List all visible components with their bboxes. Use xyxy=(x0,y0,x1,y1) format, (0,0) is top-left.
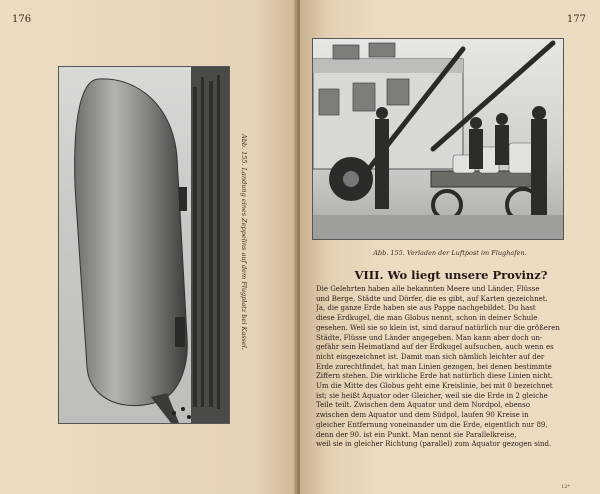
text-line: denn der 90. ist ein Punkt. Man nennt sie Parallelkreise, xyxy=(316,430,517,439)
text-line: weil sie in gleicher Richtung (parallel) zum Äquator gezogen sind. xyxy=(316,440,552,449)
text-line: Um die Mitte des Globus geht eine Kreislinie, bei mit 0 bezeichnet xyxy=(316,382,553,391)
zeppelin-photo xyxy=(58,66,230,424)
signature-mark: 12* xyxy=(561,484,570,490)
text-line: gleicher Entfernung voneinander um die Erde, eigentlich nur 89, xyxy=(316,420,548,429)
text-line: nicht eingezeichnet ist. Damit man sich nämlich leichter auf der xyxy=(316,352,545,361)
body-text xyxy=(316,285,580,450)
text-line: ist; sie heißt Äquator oder Gleicher, weil sie die Erde in 2 gleiche xyxy=(316,391,548,400)
airmail-illustration xyxy=(313,39,563,239)
zeppelin-caption: Abb. 155. Landung eines Zeppelins auf dem Flugplatz bei Kassel. xyxy=(240,134,248,350)
text-line: zwischen dem Äquator und dem Südpol, laufen 90 Kreise in xyxy=(316,411,529,420)
text-line: Städte, Flüsse und Länder angegeben. Man kann aber doch un- xyxy=(316,333,543,342)
airmail-photo xyxy=(312,38,564,240)
text-line: diese Erdkugel, die man Globus nennt, schon in deiner Schule xyxy=(316,314,538,323)
right-page xyxy=(300,0,600,494)
right-page-number: 177 xyxy=(566,14,586,25)
text-line: Ja, die ganze Erde haben sie aus Pappe nachgebildet. Du hast xyxy=(316,304,536,313)
text-line: Ziffern stehen. Die wirkliche Erde hat natürlich diese Linien nicht. xyxy=(316,372,553,381)
text-line: und Berge, Städte und Dörfer, die es gibt, auf Karten gezeichnet. xyxy=(316,294,548,303)
zeppelin-illustration xyxy=(59,67,229,423)
left-page-number: 176 xyxy=(12,14,32,25)
airmail-caption: Abb. 155. Verladen der Luftpost im Flughafen. xyxy=(373,249,527,257)
text-line: Die Gelehrten haben alle bekannten Meere und Länder, Flüsse xyxy=(316,285,540,293)
text-line: gesehen. Weil sie so klein ist, sind darauf natürlich nur die größeren xyxy=(316,323,560,332)
text-line: gefähr sein Heimatland auf der Erdkugel aufsuchen, auch wenn es xyxy=(316,343,554,352)
text-line: Teile teilt. Zwischen dem Äquator und dem Nordpol, ebenso xyxy=(316,401,530,410)
section-title: VIII. Wo liegt unsere Provinz? xyxy=(354,268,548,282)
left-page xyxy=(0,0,298,494)
text-line: Erde zurechtfindet, hat man Linien gezogen, bei denen bestimmte xyxy=(316,362,552,371)
